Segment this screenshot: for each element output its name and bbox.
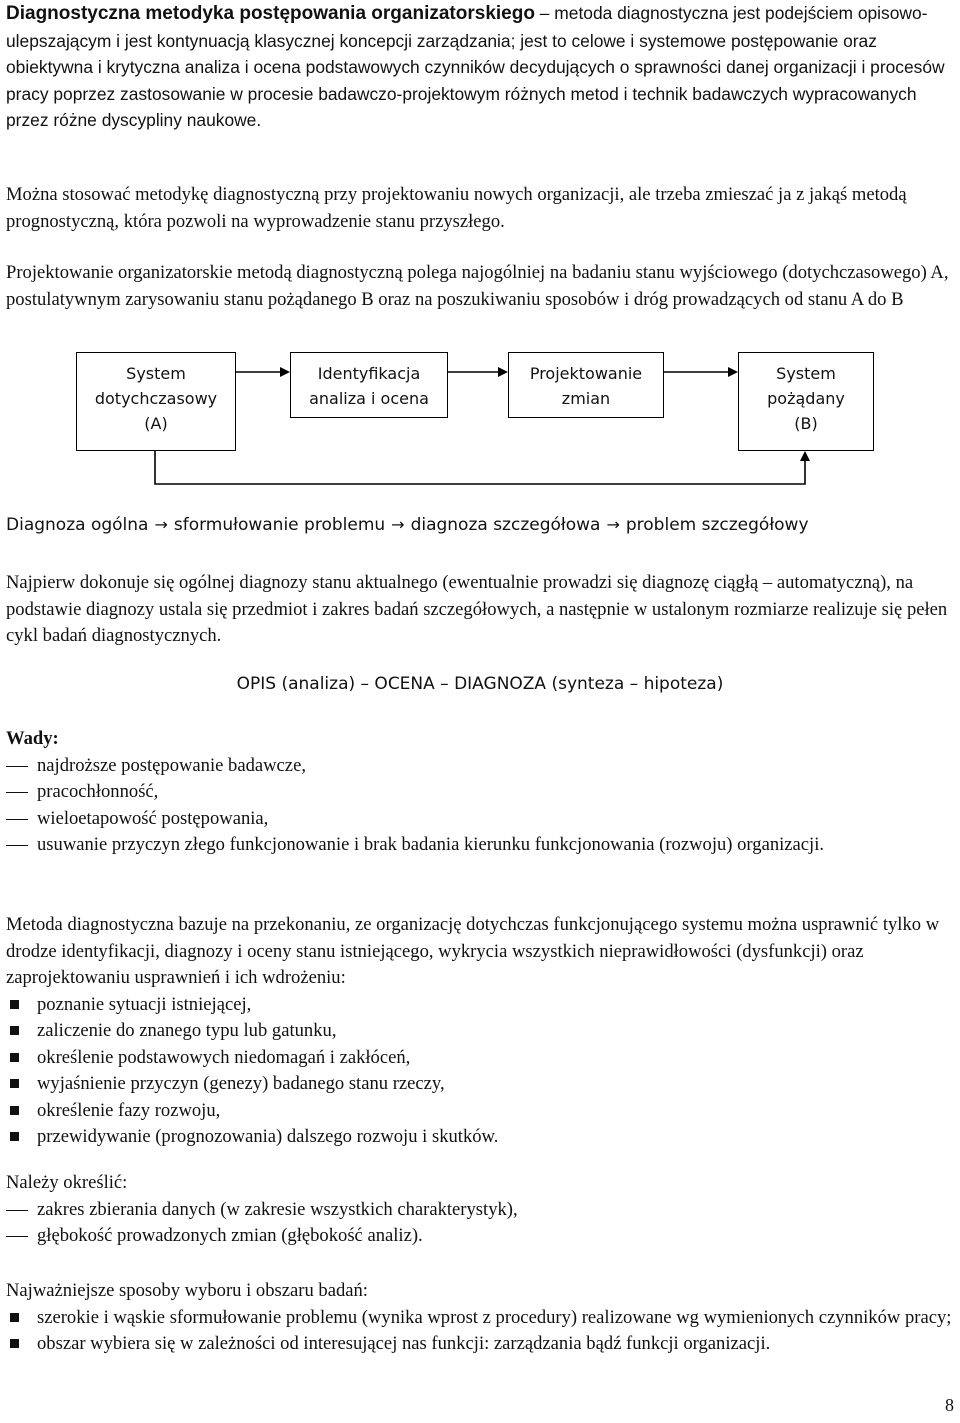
list-item: określenie podstawowych niedomagań i zakłóceń, [6, 1045, 954, 1072]
method-basis-section [6, 912, 954, 1151]
flow-step-2: sformułowanie problemu [173, 515, 386, 535]
selection-methods-list [6, 1305, 954, 1358]
paragraph-prognostic: Można stosować metodykę diagnostyczną przy projektowaniu nowych organizacji, ale trzeba zmieszać ja z jakąś metodą prognostyczną, która pozwoli na wyprowadzenie stanu przyszłego. [6, 184, 907, 232]
selection-methods-title: Najważniejsze sposoby wyboru i obszaru badań: [6, 1280, 368, 1301]
box-desired-line1: System [776, 364, 836, 383]
disadvantages-list [6, 753, 954, 859]
list-item: wieloetapowość postępowania, [6, 806, 954, 833]
box-desired-line3: (B) [794, 414, 818, 433]
box-identification [290, 352, 448, 418]
to-determine-title: Należy określić: [6, 1172, 128, 1193]
paragraph-design: Projektowanie organizatorskie metodą diagnostyczną polega najogólniej na badaniu stanu wyjściowego (dotychczasowego) A, postulatywnym zarysowaniu stanu pożądanego B oraz na poszukiwaniu sposobów i dróg prowadzących od stanu A do B [6, 262, 949, 310]
page-number: 8 [945, 1395, 954, 1415]
list-item: określenie fazy rozwoju, [6, 1098, 954, 1125]
box-desired-system [738, 352, 874, 451]
arrow-right-icon: → [606, 515, 620, 534]
flow-step-4: problem szczegółowy [625, 515, 809, 535]
to-determine-list [6, 1197, 954, 1250]
box-identification-line2: analiza i ocena [309, 389, 429, 408]
box-identification-line1: Identyfikacja [317, 364, 421, 383]
box-design-line2: zmian [561, 389, 611, 408]
list-item: wyjaśnienie przyczyn (genezy) badanego stanu rzeczy, [6, 1071, 954, 1098]
arrowhead-1-2 [280, 367, 290, 377]
list-item: obszar wybiera się w zależności od interesującej nas funkcji: zarządzania bądź funkcji organizacji. [6, 1331, 954, 1358]
intro-title: Diagnostyczna metodyka postępowania organizatorskiego [6, 3, 535, 24]
list-item: najdroższe postępowanie badawcze, [6, 753, 954, 780]
list-item: przewidywanie (prognozowania) dalszego rozwoju i skutków. [6, 1124, 954, 1151]
list-item: szerokie i wąskie sformułowanie problemu (wynika wprost z procedury) realizowane wg wymienionych czynników pracy; [6, 1305, 954, 1332]
arrow-right-icon: → [154, 515, 168, 534]
list-item: usuwanie przyczyn złego funkcjonowanie i brak badania kierunku funkcjonowania (rozwoju) organizacji. [6, 832, 954, 859]
list-item: pracochłonność, [6, 779, 954, 806]
intro-paragraph [6, 0, 954, 134]
box-desired-line2: pożądany [767, 389, 845, 408]
box-current-system [76, 352, 236, 451]
box-design-changes [508, 352, 664, 418]
box-design-line1: Projektowanie [529, 364, 643, 383]
list-item: głębokość prowadzonych zmian (głębokość analiz). [6, 1223, 954, 1250]
list-item: zaliczenie do znanego typu lub gatunku, [6, 1018, 954, 1045]
arrowhead-feedback [800, 451, 810, 461]
list-item: zakres zbierania danych (w zakresie wszystkich charakterystyk), [6, 1197, 954, 1224]
diagnosis-flow [6, 515, 809, 535]
disadvantages-title: Wady: [6, 728, 59, 749]
selection-methods-section [6, 1278, 954, 1358]
box-current-line1: System [126, 364, 186, 383]
to-determine-section [6, 1170, 954, 1250]
list-item: poznanie sytuacji istniejącej, [6, 992, 954, 1019]
box-current-line2: dotychczasowy [94, 389, 218, 408]
flow-step-3: diagnoza szczegółowa [410, 515, 601, 535]
arrowhead-2-3 [498, 367, 508, 377]
feedback-loop [155, 451, 805, 484]
method-steps-list [6, 992, 954, 1151]
intro-text: – metoda diagnostyczna jest podejściem opisowo-ulepszającym i jest kontynuacją klasycznej koncepcji zarządzania; jest to celowe i systemowe postępowanie oraz obiektywna i krytyczna analiza i ocena podstawowych czynników decydujących o sprawności danej organizacji i procesów pracy poprzez zastosowanie w procesie badawczo-projektowym różnych metod i technik badawczych wypracowanych przez różne dyscypliny naukowe. [6, 3, 945, 130]
disadvantages-section [6, 726, 954, 859]
arrowhead-3-4 [728, 367, 738, 377]
arrow-right-icon: → [391, 515, 405, 534]
box-current-line3: (A) [144, 414, 168, 433]
paragraph-general-diagnosis: Najpierw dokonuje się ogólnej diagnozy stanu aktualnego (ewentualnie prowadzi się diagnozę ciągłą – automatyczną), na podstawie diagnozy ustala się przedmiot i zakres badań szczegółowych, a następnie w ustalonym rozmiarze realizuje się pełen cykl badań diagnostycznych. [6, 572, 948, 646]
paragraph-method-basis: Metoda diagnostyczna bazuje na przekonaniu, ze organizację dotychczas funkcjonującego systemu można usprawnić tylko w drodze identyfikacji, diagnozy i oceny stanu istniejącego, wykrycia wszystkich nieprawidłowości (dysfunkcji) oraz zaprojektowaniu usprawnień i ich wdrożeniu: [6, 914, 940, 988]
analysis-sequence: OPIS (analiza) – OCENA – DIAGNOZA (synteza – hipoteza) [236, 674, 724, 694]
flow-step-1: Diagnoza ogólna [6, 515, 149, 535]
